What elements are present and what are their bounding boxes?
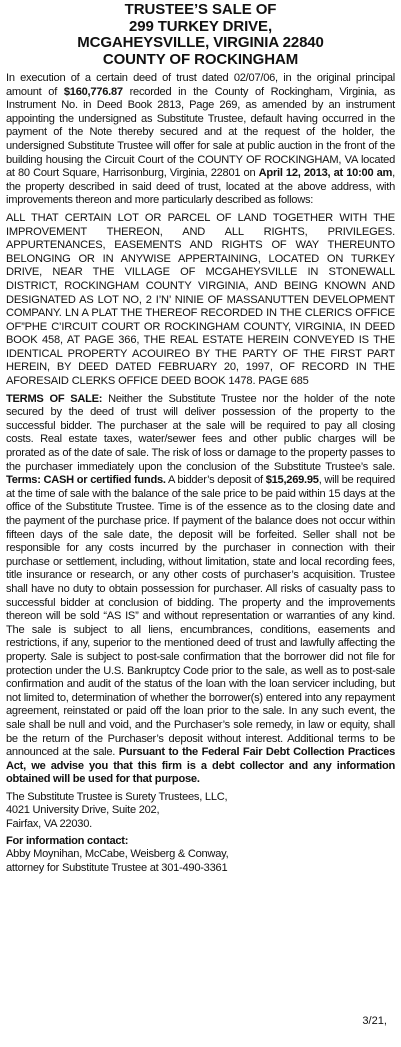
- contact-line-1: Abby Moynihan, McCabe, Weisberg & Conway,: [6, 848, 229, 861]
- contact-heading: For information contact:: [6, 834, 129, 847]
- legal-description: ALL THAT CERTAIN LOT OR PARCEL OF LAND TOGETHER WITH THE IMPROVEMENT THEREON, AND ALL RIGHTS, PRIVILEGES. APPURTENANCES, EASEMENTS AND RIGHTS OF WAY THEREUNTO BELONGING OR IN ANYWISE APPERTAINING, LOCATED ON TURKEY DRIVE, NEAR THE VILLAGE OF MCGAHEYSVILLE IN STONEWALL DISTRICT, ROCKINGHAM COUNTY VIRGINIA, AND BEING KNOWN AND DESIGNATED AS LOT NO, 2 I’N’ NINIE OF MASSANUTTEN DEVELOPMENT COMPANY. LN A PLAT THE THEREOF RECORDED IN THE CLERICS OFFICE OF”PHE C’IRCUIT COURT OR ROCKINGHAM COUNTY, VIRGINIA, IN DEED BOOK 458, AT PAGE 366, THE REAL ESTATE HEREIN CONVEYED IS THE IDENTICAL PROPERTY ACOUIREO BY THE PARTY OF THE FIRST PART HEREIN, BY DEED DATED FEBRUARY 20, 1997, OF RECORD IN THE AFORESAID CLERKS OFFICE DEED BOOK 1478. PAGE 685: [6, 211, 395, 388]
- deposit-amount: $15,269.95: [265, 474, 319, 487]
- trustee-line-2: 4021 University Drive, Suite 202,: [6, 804, 160, 817]
- title-line-2: 299 TURKEY DRIVE,: [128, 17, 273, 35]
- trustee-line-3: Fairfax, VA 22030.: [6, 818, 92, 831]
- contact-line-2: attorney for Substitute Trustee at 301-490-3361: [6, 861, 228, 874]
- fdcpa-notice: Pursuant to the Federal Fair Debt Collection Practices Act, we advise you that this firm is a debt collector and any information obtained will be used for that purpose.: [6, 746, 395, 786]
- terms-text-1: Neither the Substitute Trustee nor the holder of the note secured by the deed of trust will deliver possession of the property to the successful bidder. The purchaser at the sale will be required to pay all closing costs. Real estate taxes, water/sewer fees and other public charges will be prorated as of the date of sale. The risk of loss or damage to the property passes to the purchaser immediately upon the conclusion of the Substitute Trustee’s sale.: [6, 392, 395, 473]
- contact-block: [6, 835, 395, 876]
- publication-code: 3/21,: [362, 1015, 387, 1027]
- principal-amount: $160,776.87: [63, 85, 123, 98]
- title-line-1: TRUSTEE’S SALE OF: [124, 1, 277, 18]
- intro-text-2: recorded in the County of Rockingham, Virginia, as Instrument No. in Deed Book 2813, Page 269, as amended by an instrument appointing the undersigned as Substitute Trustee, default having occurred in the payment of the Note thereby secured and at the request of the holder, the undersigned Substitute Trustee will offer for sale at public auction in the front of the building housing the Circuit Court of the COUNTY OF ROCKINGHAM, VA located at 80 Court Square, Harrisonburg, Virginia, 22801 on: [6, 85, 396, 180]
- sale-date: April 12, 2013, at 10:00 am: [258, 167, 393, 180]
- cash-terms: Terms: CASH or certified funds.: [6, 474, 166, 487]
- intro-paragraph: [6, 72, 395, 208]
- intro-text-3: , the property described in said deed of trust, located at the above address, with improvements thereon and more particularly described as follows:: [6, 167, 396, 207]
- terms-paragraph: [6, 393, 395, 787]
- intro-text-1: In execution of a certain deed of trust dated 02/07/06, in the original principal amount of: [6, 72, 395, 98]
- terms-text-2: A bidder’s deposit of: [165, 474, 266, 487]
- terms-text-3: , will be required at the time of sale with the balance of the sale price to be paid within 15 days at the office of the Substitute Trustee. Time is of the essence as to the closing date and the payment of the purchase price. If payment of the balance does not occur within fifteen days of the sale date, the deposit will be forfeited. Seller shall not be responsible for any costs incurred by the purchaser in connection with their purchase or settlement, including, without limitation, state and local recording fees, title insurance or research, or any other costs of purchaser’s acquisition. Trustee shall have no duty to obtain possession for purchaser. All risks of casualty pass to successful bidder at conclusion of bidding. The property and the improvements thereon will be sold “AS IS” and without representation or warranties of any kind. The sale is subject to all liens, encumbrances, conditions, easements and restrictions, if any, superior to the mentioned deed of trust and lawfully affecting the property. Sale is subject to post-sale confirmation that the borrower did not file for protection under the U.S. Bankruptcy Code prior to the sale, as well as to post-sale confirmation and audit of the status of the loan with the loan servicer including, but not limited to, determination of whether the borrower(s) entered into any repayment agreement, reinstated or paid off the loan prior to the sale. In any such event, the sale shall be null and void, and the Purchaser’s sole remedy, in law or equity, shall be the return of the Purchaser’s deposit without interest. Additional terms to be announced at the sale.: [6, 474, 396, 759]
- title-line-3: MCGAHEYSVILLE, VIRGINIA 22840: [77, 34, 324, 51]
- notice-title: [6, 2, 395, 68]
- terms-heading: TERMS OF SALE:: [6, 392, 103, 405]
- title-line-4: COUNTY OF ROCKINGHAM: [102, 50, 299, 68]
- trustee-line-1: The Substitute Trustee is Surety Trustees, LLC,: [6, 790, 228, 803]
- trustee-block: [6, 791, 395, 832]
